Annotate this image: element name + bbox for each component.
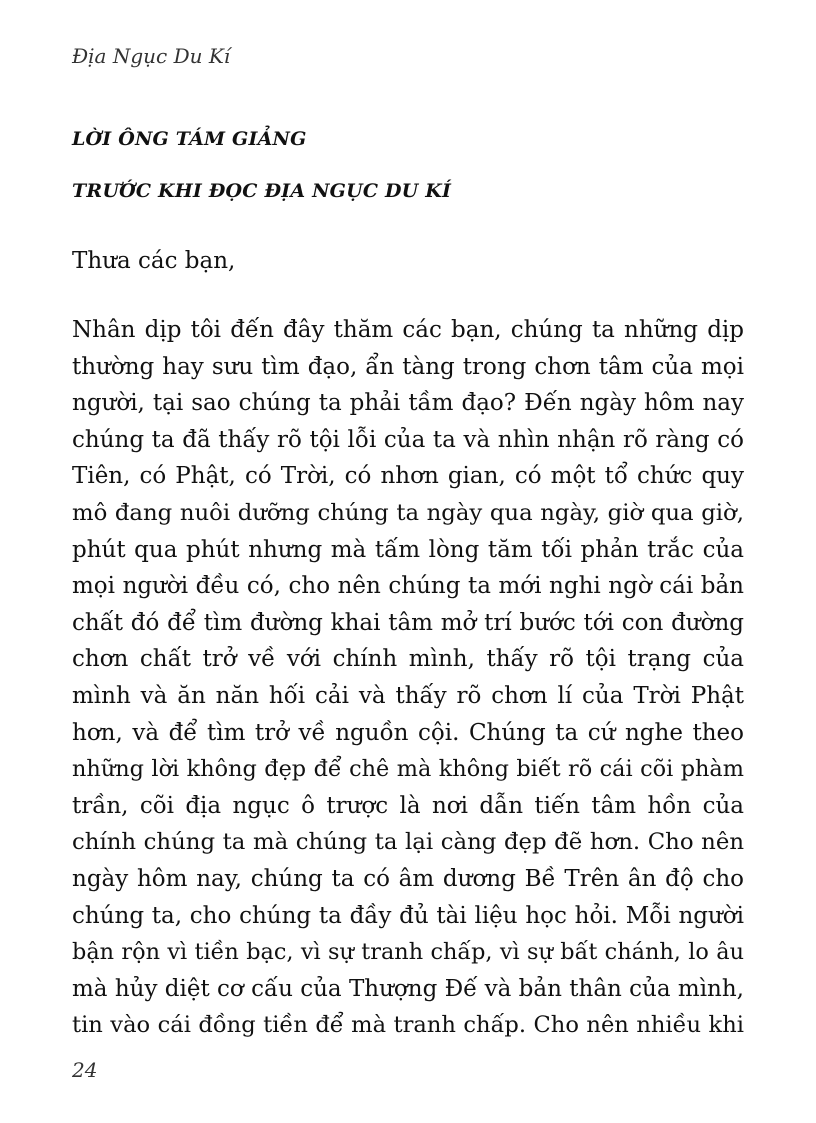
- salutation: Thưa các bạn,: [72, 248, 236, 274]
- body-line: trần, cõi địa ngục ô trược là nơi dẫn tiến tâm hồn của: [72, 792, 744, 819]
- body-line: chất đó để tìm đường khai tâm mở trí bước tới con đường: [72, 609, 744, 636]
- body-line: chính chúng ta mà chúng ta lại càng đẹp đẽ hơn. Cho nên: [72, 829, 744, 856]
- body-line: mình và ăn năn hối cải và thấy rõ chơn lí của Trời Phật: [72, 682, 744, 709]
- body-line: ngày hôm nay, chúng ta có âm dương Bề Trên ân độ cho: [72, 865, 744, 892]
- section-heading-line-2: TRƯỚC KHI ĐỌC ĐỊA NGỤC DU KÍ: [72, 180, 452, 202]
- body-line: những lời không đẹp để chê mà không biết rõ cái cõi phàm: [72, 756, 744, 783]
- body-line: chúng ta, cho chúng ta đầy đủ tài liệu học hỏi. Mỗi người: [72, 902, 744, 929]
- body-line: bận rộn vì tiền bạc, vì sự tranh chấp, vì sự bất chánh, lo âu: [72, 939, 744, 966]
- body-line: mọi người đều có, cho nên chúng ta mới nghi ngờ cái bản: [72, 573, 744, 600]
- body-line: mô đang nuôi dưỡng chúng ta ngày qua ngày, giờ qua giờ,: [72, 499, 744, 526]
- body-line: Nhân dịp tôi đến đây thăm các bạn, chúng ta những dịp: [72, 317, 744, 343]
- page-number: 24: [72, 1058, 98, 1082]
- body-paragraph: [72, 312, 744, 1044]
- body-line: chơn chất trở về với chính mình, thấy rõ tội trạng của: [72, 646, 744, 673]
- body-line: Tiên, có Phật, có Trời, có nhơn gian, có một tổ chức quy: [72, 463, 744, 490]
- body-line: hơn, và để tìm trở về nguồn cội. Chúng ta cứ nghe theo: [72, 719, 744, 746]
- running-header: Địa Ngục Du Kí: [72, 44, 231, 68]
- body-line: thường hay sưu tìm đạo, ẩn tàng trong chơn tâm của mọi: [72, 353, 744, 380]
- section-heading-line-1: LỜI ÔNG TÁM GIẢNG: [72, 128, 307, 150]
- body-line: mà hủy diệt cơ cấu của Thượng Đế và bản thân của mình,: [72, 975, 744, 1002]
- body-line: chúng ta đã thấy rõ tội lỗi của ta và nhìn nhận rõ ràng có: [72, 426, 744, 453]
- body-line: phút qua phút nhưng mà tấm lòng tăm tối phản trắc của: [72, 536, 744, 563]
- body-line: người, tại sao chúng ta phải tầm đạo? Đến ngày hôm nay: [72, 390, 744, 417]
- body-line: tin vào cái đồng tiền để mà tranh chấp. Cho nên nhiều khi: [72, 1012, 744, 1039]
